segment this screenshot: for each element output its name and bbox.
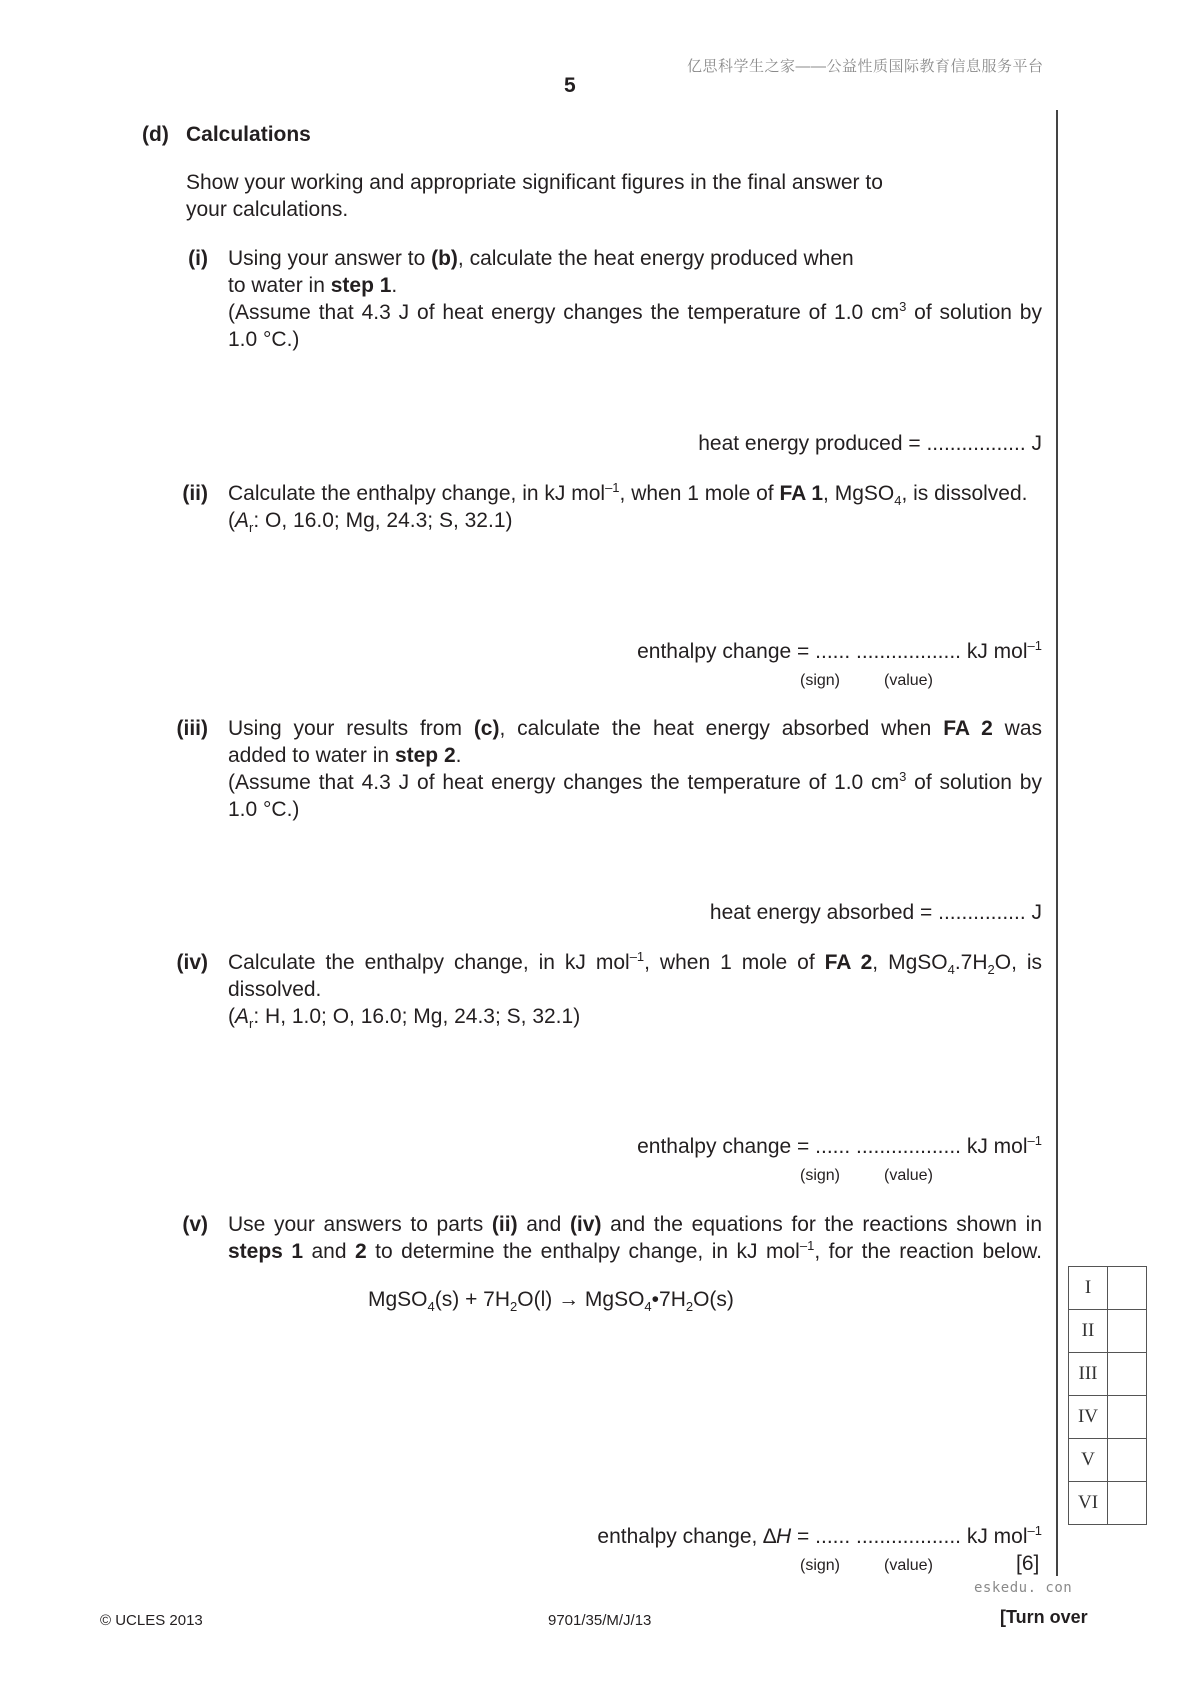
- mark-box-cell: [1108, 1267, 1147, 1310]
- section-label: (d): [142, 123, 169, 146]
- mark-box-cell: [1108, 1482, 1147, 1525]
- q-iv-answer-line: enthalpy change = ...... .................. kJ mol$^{-1}$: [637, 1133, 1042, 1158]
- site-watermark: eskedu. con: [974, 1580, 1073, 1596]
- q-iii-line-3: (Assume that 4.3 J of heat energy changes the temperature of 1.0 $cm^3$ of solution by: [228, 769, 1042, 794]
- q-ii-sign-label: (sign): [800, 672, 841, 689]
- q-v-answer-line: enthalpy change, ∆H = ...... .................. kJ mol$^{-1}$: [597, 1523, 1042, 1548]
- mark-box-label: I: [1069, 1267, 1108, 1310]
- mark-box-cell: [1108, 1310, 1147, 1353]
- question-number-v: (v): [182, 1213, 208, 1236]
- intro-line-1: Show your working and appropriate significant figures in the final answer to: [186, 171, 883, 194]
- mark-box-label: IV: [1069, 1396, 1108, 1439]
- mark-box-cell: [1108, 1396, 1147, 1439]
- question-number-ii: (ii): [182, 482, 208, 505]
- reaction-equation: MgSO$_4$(s) + $7H_2O(l)$ → $MgSO_4•7H_2O(s)$: [368, 1288, 734, 1315]
- q-ii-value-label: (value): [884, 672, 933, 689]
- q-ii-answer-line: enthalpy change = ...... .................. kJ mol$^{-1}$: [637, 638, 1042, 663]
- intro-line-2: your calculations.: [186, 198, 349, 221]
- q-iv-line-1: Calculate the enthalpy change, in kJ mol$^{-1}$, when 1 mole of FA 2, $MgSO_4.7H_2O$, is: [228, 949, 1043, 978]
- mark-box-cell: [1108, 1439, 1147, 1482]
- q-ii-line-2: ($A_r$: O, 16.0; Mg, 24.3; S, 32.1): [228, 509, 513, 536]
- margin-rule: [1056, 110, 1058, 1576]
- question-number-i: (i): [188, 247, 208, 270]
- q-iii-line-2: added to water in step 2.: [228, 744, 462, 767]
- q-iv-value-label: (value): [884, 1167, 933, 1184]
- turn-over: [Turn over: [1000, 1607, 1088, 1627]
- examiner-mark-box: [1068, 1266, 1147, 1525]
- q-i-line-4: 1.0 °C.): [228, 328, 300, 351]
- q-iii-answer-line: heat energy absorbed = ............... J: [709, 901, 1042, 924]
- page-number: 5: [564, 74, 576, 97]
- section-title: Calculations: [186, 123, 311, 146]
- header-watermark: 亿思科学生之家——公益性质国际教育信息服务平台: [687, 58, 1044, 75]
- q-ii-line-1: Calculate the enthalpy change, in kJ mol$^{-1}$, when 1 mole of FA 1, MgSO$_4$, is dissolved.: [228, 480, 1028, 509]
- q-iii-line-4: 1.0 °C.): [228, 798, 300, 821]
- mark-box-label: V: [1069, 1439, 1108, 1482]
- q-iv-sign-label: (sign): [800, 1167, 841, 1184]
- q-v-line-1: Use your answers to parts (ii) and (iv) and the equations for the reactions shown in: [228, 1213, 1042, 1236]
- q-iv-line-3: ($A_r$: H, 1.0; O, 16.0; Mg, 24.3; S, 32.1): [228, 1005, 581, 1032]
- paper-code: 9701/35/M/J/13: [548, 1612, 652, 1629]
- q-v-value-label: (value): [884, 1557, 933, 1574]
- mark-box-label: II: [1069, 1310, 1108, 1353]
- total-marks: [6]: [1016, 1552, 1040, 1575]
- q-v-sign-label: (sign): [800, 1557, 841, 1574]
- q-i-answer-line: heat energy produced = ................. J: [698, 432, 1042, 455]
- copyright: © UCLES 2013: [100, 1612, 203, 1629]
- q-i-line-2: to water in step 1.: [228, 274, 398, 297]
- q-i-line-3: (Assume that 4.3 J of heat energy changes the temperature of 1.0 $cm^3$ of solution by: [228, 299, 1042, 324]
- q-iv-line-2: dissolved.: [228, 978, 322, 1001]
- mark-box-cell: [1108, 1353, 1147, 1396]
- question-number-iii: (iii): [176, 717, 208, 740]
- q-v-line-2: steps 1 and 2 to determine the enthalpy change, in kJ mol$^{-1}$, for the reaction below.: [228, 1238, 1042, 1263]
- question-number-iv: (iv): [176, 951, 208, 974]
- q-i-line-1: Using your answer to (b), calculate the heat energy produced when: [228, 247, 854, 270]
- mark-box-label: III: [1069, 1353, 1108, 1396]
- q-iii-line-1: Using your results from (c), calculate the heat energy absorbed when FA 2 was: [228, 717, 1043, 740]
- mark-box-label: VI: [1069, 1482, 1108, 1525]
